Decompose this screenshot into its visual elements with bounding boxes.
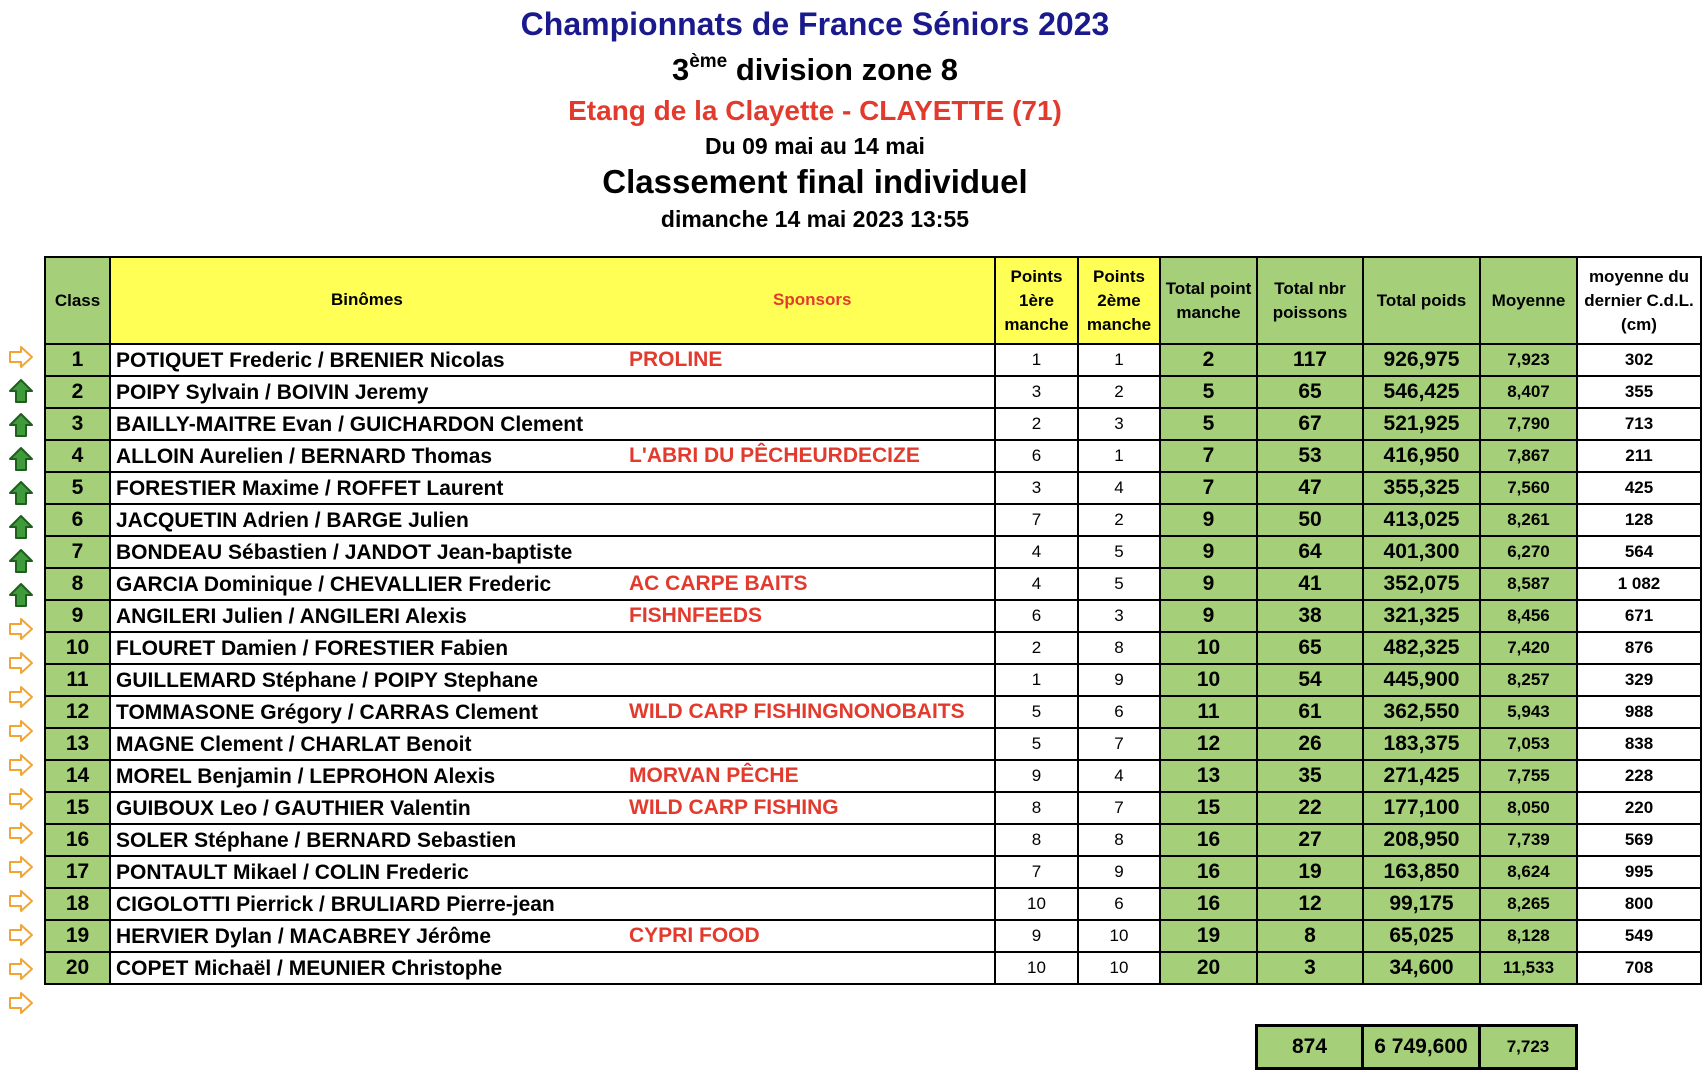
- total-nbr-cell: 12: [1257, 888, 1363, 920]
- table-header-row: [45, 257, 1701, 344]
- total-poids-cell: 521,925: [1363, 408, 1480, 440]
- points1-cell: 8: [995, 792, 1078, 824]
- rank-cell: 3: [45, 408, 110, 440]
- table-row: [45, 376, 1701, 408]
- points2-cell: 7: [1078, 728, 1160, 760]
- total-points-cell: 11: [1160, 696, 1257, 728]
- sponsor-name: WILD CARP FISHINGNONOBAITS: [629, 700, 965, 723]
- binome-name: JACQUETIN Adrien / BARGE Julien: [116, 509, 469, 532]
- total-points-cell: 20: [1160, 952, 1257, 984]
- moyenne-cdl-cell: 355: [1577, 376, 1701, 408]
- total-points-cell: 7: [1160, 472, 1257, 504]
- total-nbr-cell: 3: [1257, 952, 1363, 984]
- division-heading: [0, 52, 1630, 88]
- moyenne-cdl-cell: 425: [1577, 472, 1701, 504]
- moyenne-cdl-cell: 988: [1577, 696, 1701, 728]
- binome-name: BONDEAU Sébastien / JANDOT Jean-baptiste: [116, 541, 573, 564]
- total-nbr-cell: 65: [1257, 632, 1363, 664]
- total-points-cell: 10: [1160, 664, 1257, 696]
- total-points-cell: 9: [1160, 600, 1257, 632]
- total-nbr-cell: 41: [1257, 568, 1363, 600]
- orange-right-arrow-icon: [8, 990, 34, 1016]
- binome-cell: [110, 952, 995, 984]
- total-nbr-cell: 22: [1257, 792, 1363, 824]
- orange-right-arrow-icon: [8, 344, 34, 370]
- classement-heading: Classement final individuel: [602, 163, 1028, 200]
- total-nbr-cell: 38: [1257, 600, 1363, 632]
- orange-right-arrow-icon: [8, 820, 34, 846]
- moyenne-cell: 8,407: [1480, 376, 1577, 408]
- points2-cell: 1: [1078, 440, 1160, 472]
- sponsor-name: CYPRI FOOD: [629, 924, 760, 947]
- total-poids-cell: 362,550: [1363, 696, 1480, 728]
- total-points-cell: 5: [1160, 408, 1257, 440]
- venue-heading: Etang de la Clayette - CLAYETTE (71): [568, 95, 1062, 126]
- total-poids-cell: 352,075: [1363, 568, 1480, 600]
- table-row: [45, 632, 1701, 664]
- moyenne-cell: 6,270: [1480, 536, 1577, 568]
- binome-name: POTIQUET Frederic / BRENIER Nicolas: [116, 349, 505, 372]
- table-row: [45, 856, 1701, 888]
- dates-heading: Du 09 mai au 14 mai: [705, 133, 925, 159]
- green-up-arrow-icon: [8, 378, 34, 404]
- total-nbr-cell: 67: [1257, 408, 1363, 440]
- binome-name: TOMMASONE Grégory / CARRAS Clement: [116, 701, 538, 724]
- total-poids-cell: 34,600: [1363, 952, 1480, 984]
- total-points-cell: 2: [1160, 344, 1257, 376]
- moyenne-cell: 7,560: [1480, 472, 1577, 504]
- total-points-cell: 15: [1160, 792, 1257, 824]
- points2-cell: 6: [1078, 696, 1160, 728]
- points1-cell: 1: [995, 664, 1078, 696]
- total-points-cell: 9: [1160, 504, 1257, 536]
- page-title: Championnats de France Séniors 2023: [520, 6, 1110, 42]
- points1-cell: 5: [995, 728, 1078, 760]
- moyenne-cdl-cell: 211: [1577, 440, 1701, 472]
- moyenne-cdl-cell: 800: [1577, 888, 1701, 920]
- total-points-cell: 16: [1160, 856, 1257, 888]
- total-poids-cell: 183,375: [1363, 728, 1480, 760]
- generated-timestamp: dimanche 14 mai 2023 13:55: [660, 206, 970, 232]
- binome-cell: [110, 408, 995, 440]
- moyenne-cell: 5,943: [1480, 696, 1577, 728]
- points1-cell: 9: [995, 760, 1078, 792]
- orange-right-arrow-icon: [8, 718, 34, 744]
- binome-cell: [110, 792, 995, 824]
- moyenne-cell: 7,867: [1480, 440, 1577, 472]
- orange-right-arrow-icon: [8, 616, 34, 642]
- table-row: [45, 344, 1701, 376]
- total-nbr-cell: 27: [1257, 824, 1363, 856]
- points2-cell: 4: [1078, 472, 1160, 504]
- points1-cell: 7: [995, 856, 1078, 888]
- points2-cell: 9: [1078, 856, 1160, 888]
- moyenne-cdl-cell: 995: [1577, 856, 1701, 888]
- moyenne-cdl-cell: 302: [1577, 344, 1701, 376]
- total-points-cell: 16: [1160, 888, 1257, 920]
- total-moyenne: 7,723: [1480, 1026, 1577, 1069]
- table-row: [45, 504, 1701, 536]
- binome-name: SOLER Stéphane / BERNARD Sebastien: [116, 829, 517, 852]
- sponsor-name: WILD CARP FISHING: [629, 796, 839, 819]
- moyenne-cdl-cell: 1 082: [1577, 568, 1701, 600]
- total-nbr-cell: 54: [1257, 664, 1363, 696]
- binome-cell: [110, 376, 995, 408]
- total-nbr-cell: 19: [1257, 856, 1363, 888]
- rank-cell: 7: [45, 536, 110, 568]
- moyenne-cdl-cell: 569: [1577, 824, 1701, 856]
- binome-name: GUIBOUX Leo / GAUTHIER Valentin: [116, 797, 471, 820]
- binome-cell: [110, 856, 995, 888]
- binome-cell: [110, 632, 995, 664]
- total-points-cell: 9: [1160, 536, 1257, 568]
- rank-cell: 9: [45, 600, 110, 632]
- col-header-binomes: [110, 257, 995, 344]
- rank-cell: 12: [45, 696, 110, 728]
- total-poids-cell: 355,325: [1363, 472, 1480, 504]
- points1-cell: 10: [995, 952, 1078, 984]
- moyenne-cdl-cell: 713: [1577, 408, 1701, 440]
- rank-cell: 17: [45, 856, 110, 888]
- points1-cell: 6: [995, 440, 1078, 472]
- binome-name: COPET Michaël / MEUNIER Christophe: [116, 957, 503, 980]
- binome-cell: [110, 568, 995, 600]
- table-row: [45, 760, 1701, 792]
- rank-cell: 20: [45, 952, 110, 984]
- orange-right-arrow-icon: [8, 752, 34, 778]
- rank-cell: 16: [45, 824, 110, 856]
- total-poids-cell: 546,425: [1363, 376, 1480, 408]
- points1-cell: 2: [995, 632, 1078, 664]
- rank-cell: 1: [45, 344, 110, 376]
- col-header-total-points: Total point manche: [1160, 257, 1257, 344]
- points2-cell: 6: [1078, 888, 1160, 920]
- moyenne-cdl-cell: 220: [1577, 792, 1701, 824]
- moyenne-cell: 8,257: [1480, 664, 1577, 696]
- col-header-binomes-label: Binômes: [331, 290, 403, 309]
- total-points-cell: 13: [1160, 760, 1257, 792]
- rank-cell: 6: [45, 504, 110, 536]
- table-row: [45, 664, 1701, 696]
- points1-cell: 9: [995, 920, 1078, 952]
- green-up-arrow-icon: [8, 446, 34, 472]
- table-row: [45, 888, 1701, 920]
- binome-cell: [110, 344, 995, 376]
- orange-right-arrow-icon: [8, 854, 34, 880]
- moyenne-cdl-cell: 329: [1577, 664, 1701, 696]
- total-points-cell: 19: [1160, 920, 1257, 952]
- rank-cell: 10: [45, 632, 110, 664]
- total-nbr-cell: 117: [1257, 344, 1363, 376]
- points2-cell: 7: [1078, 792, 1160, 824]
- rank-cell: 8: [45, 568, 110, 600]
- orange-right-arrow-icon: [8, 786, 34, 812]
- moyenne-cdl-cell: 708: [1577, 952, 1701, 984]
- moyenne-cell: 7,923: [1480, 344, 1577, 376]
- binome-cell: [110, 664, 995, 696]
- binome-cell: [110, 440, 995, 472]
- total-nbr-cell: 26: [1257, 728, 1363, 760]
- points1-cell: 10: [995, 888, 1078, 920]
- col-header-moyenne: Moyenne: [1480, 257, 1577, 344]
- total-poids-cell: 163,850: [1363, 856, 1480, 888]
- points1-cell: 5: [995, 696, 1078, 728]
- binome-name: FLOURET Damien / FORESTIER Fabien: [116, 637, 509, 660]
- points1-cell: 6: [995, 600, 1078, 632]
- green-up-arrow-icon: [8, 412, 34, 438]
- points2-cell: 2: [1078, 376, 1160, 408]
- binome-name: HERVIER Dylan / MACABREY Jérôme: [116, 925, 491, 948]
- division-rest: division zone 8: [727, 52, 959, 87]
- total-poids: 6 749,600: [1363, 1026, 1480, 1069]
- rank-cell: 15: [45, 792, 110, 824]
- points1-cell: 1: [995, 344, 1078, 376]
- moyenne-cdl-cell: 228: [1577, 760, 1701, 792]
- rank-cell: 19: [45, 920, 110, 952]
- table-row: [45, 600, 1701, 632]
- total-points-cell: 9: [1160, 568, 1257, 600]
- moyenne-cell: 7,053: [1480, 728, 1577, 760]
- table-row: [45, 536, 1701, 568]
- total-points-cell: 12: [1160, 728, 1257, 760]
- points2-cell: 1: [1078, 344, 1160, 376]
- sponsor-name: L'ABRI DU PÊCHEURDECIZE: [629, 444, 920, 467]
- col-header-points1: Points 1ère manche: [995, 257, 1078, 344]
- table-row: [45, 824, 1701, 856]
- points2-cell: 9: [1078, 664, 1160, 696]
- rank-cell: 2: [45, 376, 110, 408]
- sponsor-name: AC CARPE BAITS: [629, 572, 808, 595]
- total-poids-cell: 926,975: [1363, 344, 1480, 376]
- binome-cell: [110, 504, 995, 536]
- moyenne-cell: 11,533: [1480, 952, 1577, 984]
- total-poids-cell: 271,425: [1363, 760, 1480, 792]
- orange-right-arrow-icon: [8, 650, 34, 676]
- total-poids-cell: 401,300: [1363, 536, 1480, 568]
- division-number: 3: [671, 52, 690, 87]
- totals-row: [1255, 1024, 1578, 1070]
- points1-cell: 2: [995, 408, 1078, 440]
- points2-cell: 4: [1078, 760, 1160, 792]
- moyenne-cell: 8,456: [1480, 600, 1577, 632]
- binome-cell: [110, 600, 995, 632]
- col-header-moyenne-cdl: moyenne du dernier C.d.L. (cm): [1577, 257, 1701, 344]
- total-nbr-cell: 8: [1257, 920, 1363, 952]
- total-nbr-cell: 65: [1257, 376, 1363, 408]
- total-points-cell: 7: [1160, 440, 1257, 472]
- total-nbr-cell: 64: [1257, 536, 1363, 568]
- binome-cell: [110, 472, 995, 504]
- total-nbr-cell: 61: [1257, 696, 1363, 728]
- binome-name: MOREL Benjamin / LEPROHON Alexis: [116, 765, 496, 788]
- total-poids-cell: 99,175: [1363, 888, 1480, 920]
- total-nbr-cell: 35: [1257, 760, 1363, 792]
- points1-cell: 4: [995, 568, 1078, 600]
- moyenne-cell: 7,790: [1480, 408, 1577, 440]
- sponsor-name: PROLINE: [629, 348, 723, 371]
- points2-cell: 8: [1078, 824, 1160, 856]
- orange-right-arrow-icon: [8, 956, 34, 982]
- binome-cell: [110, 536, 995, 568]
- moyenne-cdl-cell: 838: [1577, 728, 1701, 760]
- rank-cell: 18: [45, 888, 110, 920]
- col-header-total-nbr: Total nbr poissons: [1257, 257, 1363, 344]
- moyenne-cell: 8,624: [1480, 856, 1577, 888]
- moyenne-cell: 8,050: [1480, 792, 1577, 824]
- binome-name: MAGNE Clement / CHARLAT Benoit: [116, 733, 472, 756]
- table-row: [45, 728, 1701, 760]
- total-poids-cell: 208,950: [1363, 824, 1480, 856]
- total-nbr-poissons: 874: [1257, 1026, 1363, 1069]
- table-row: [45, 408, 1701, 440]
- moyenne-cell: 8,265: [1480, 888, 1577, 920]
- points2-cell: 5: [1078, 536, 1160, 568]
- total-poids-cell: 416,950: [1363, 440, 1480, 472]
- binome-cell: [110, 760, 995, 792]
- binome-name: ALLOIN Aurelien / BERNARD Thomas: [116, 445, 493, 468]
- orange-right-arrow-icon: [8, 922, 34, 948]
- table-row: [45, 952, 1701, 984]
- moyenne-cell: 7,739: [1480, 824, 1577, 856]
- table-row: [45, 696, 1701, 728]
- total-poids-cell: 482,325: [1363, 632, 1480, 664]
- total-nbr-cell: 53: [1257, 440, 1363, 472]
- points2-cell: 3: [1078, 408, 1160, 440]
- col-header-total-poids: Total poids: [1363, 257, 1480, 344]
- green-up-arrow-icon: [8, 548, 34, 574]
- rank-cell: 11: [45, 664, 110, 696]
- total-poids-cell: 65,025: [1363, 920, 1480, 952]
- points1-cell: 3: [995, 472, 1078, 504]
- binome-cell: [110, 728, 995, 760]
- total-points-cell: 10: [1160, 632, 1257, 664]
- binome-name: CIGOLOTTI Pierrick / BRULIARD Pierre-jean: [116, 893, 555, 916]
- table-row: [45, 472, 1701, 504]
- binome-name: FORESTIER Maxime / ROFFET Laurent: [116, 477, 504, 500]
- points2-cell: 10: [1078, 920, 1160, 952]
- sponsor-name: FISHNFEEDS: [629, 604, 763, 627]
- points1-cell: 8: [995, 824, 1078, 856]
- table-row: [45, 440, 1701, 472]
- binome-name: POIPY Sylvain / BOIVIN Jeremy: [116, 381, 429, 404]
- moyenne-cdl-cell: 128: [1577, 504, 1701, 536]
- points1-cell: 7: [995, 504, 1078, 536]
- col-header-class: Class: [45, 257, 110, 344]
- orange-right-arrow-icon: [8, 888, 34, 914]
- points2-cell: 3: [1078, 600, 1160, 632]
- total-points-cell: 5: [1160, 376, 1257, 408]
- table-row: [45, 920, 1701, 952]
- total-poids-cell: 177,100: [1363, 792, 1480, 824]
- binome-name: PONTAULT Mikael / COLIN Frederic: [116, 861, 469, 884]
- total-nbr-cell: 50: [1257, 504, 1363, 536]
- sponsor-name: MORVAN PÊCHE: [629, 764, 799, 787]
- green-up-arrow-icon: [8, 514, 34, 540]
- binome-name: BAILLY-MAITRE Evan / GUICHARDON Clement: [116, 413, 584, 436]
- table-row: [45, 568, 1701, 600]
- col-header-points2: Points 2ème manche: [1078, 257, 1160, 344]
- moyenne-cdl-cell: 876: [1577, 632, 1701, 664]
- total-poids-cell: 445,900: [1363, 664, 1480, 696]
- total-poids-cell: 413,025: [1363, 504, 1480, 536]
- orange-right-arrow-icon: [8, 684, 34, 710]
- moyenne-cell: 8,261: [1480, 504, 1577, 536]
- moyenne-cell: 8,587: [1480, 568, 1577, 600]
- col-header-sponsors-label: Sponsors: [773, 290, 852, 309]
- points2-cell: 8: [1078, 632, 1160, 664]
- binome-name: GUILLEMARD Stéphane / POIPY Stephane: [116, 669, 539, 692]
- moyenne-cell: 7,755: [1480, 760, 1577, 792]
- green-up-arrow-icon: [8, 582, 34, 608]
- green-up-arrow-icon: [8, 480, 34, 506]
- total-nbr-cell: 47: [1257, 472, 1363, 504]
- points2-cell: 10: [1078, 952, 1160, 984]
- table-row: [45, 792, 1701, 824]
- binome-cell: [110, 888, 995, 920]
- moyenne-cell: 8,128: [1480, 920, 1577, 952]
- points2-cell: 5: [1078, 568, 1160, 600]
- moyenne-cdl-cell: 671: [1577, 600, 1701, 632]
- total-points-cell: 16: [1160, 824, 1257, 856]
- binome-cell: [110, 824, 995, 856]
- points2-cell: 2: [1078, 504, 1160, 536]
- rank-cell: 14: [45, 760, 110, 792]
- rank-cell: 4: [45, 440, 110, 472]
- rank-cell: 5: [45, 472, 110, 504]
- rank-cell: 13: [45, 728, 110, 760]
- binome-name: ANGILERI Julien / ANGILERI Alexis: [116, 605, 467, 628]
- points1-cell: 4: [995, 536, 1078, 568]
- binome-name: GARCIA Dominique / CHEVALLIER Frederic: [116, 573, 552, 596]
- moyenne-cdl-cell: 549: [1577, 920, 1701, 952]
- ranking-table: [44, 256, 1702, 985]
- binome-cell: [110, 920, 995, 952]
- division-superscript: ème: [689, 50, 728, 72]
- binome-cell: [110, 696, 995, 728]
- moyenne-cell: 7,420: [1480, 632, 1577, 664]
- total-poids-cell: 321,325: [1363, 600, 1480, 632]
- moyenne-cdl-cell: 564: [1577, 536, 1701, 568]
- points1-cell: 3: [995, 376, 1078, 408]
